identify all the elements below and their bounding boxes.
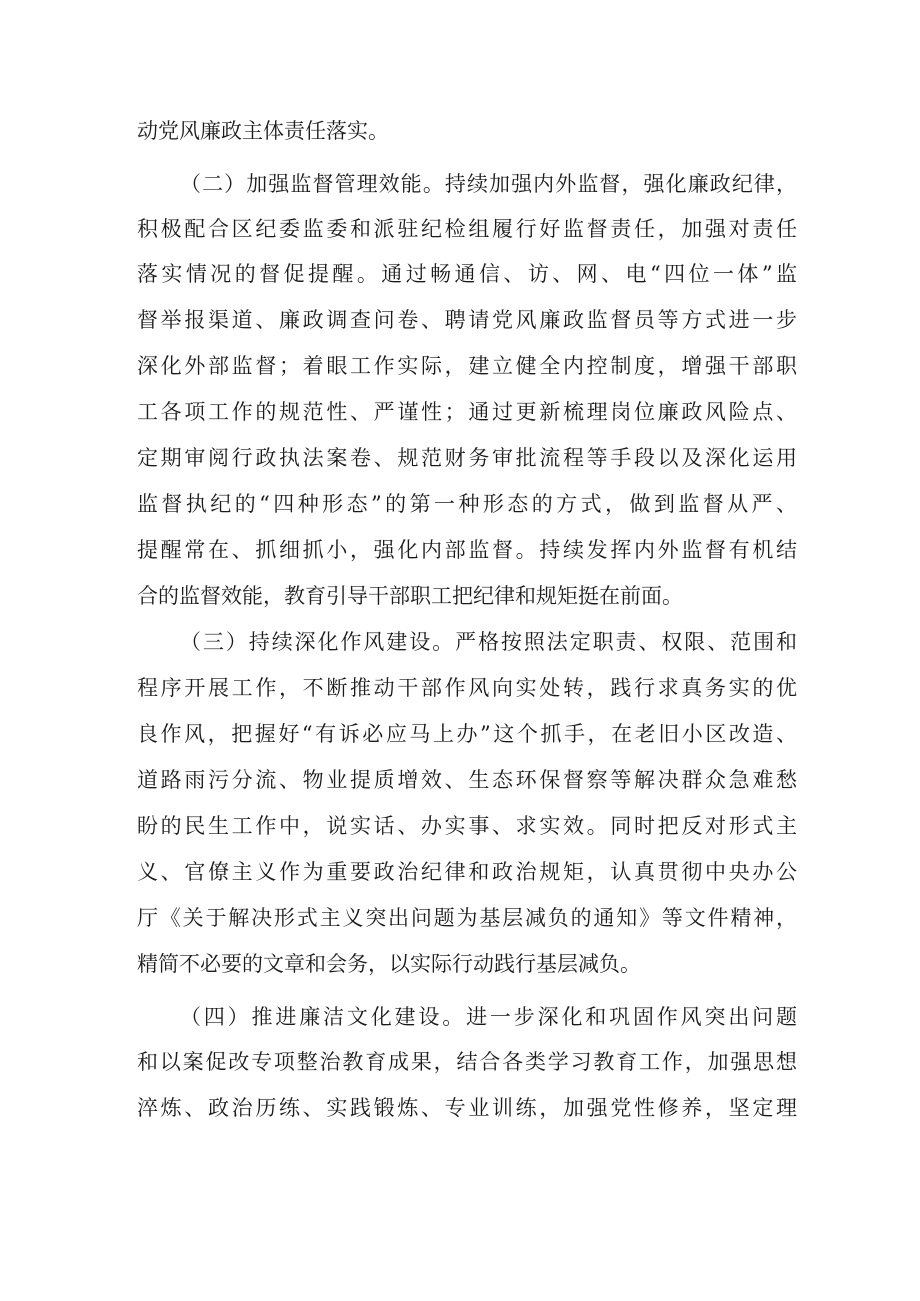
- text-line: 深化外部监督；着眼工作实际，建立健全内控制度，增强干部职: [137, 354, 797, 378]
- paragraph-heading-line: （三）持续深化作风建设。严格按照法定职责、权限、范围和: [180, 630, 797, 654]
- text-line: 工各项工作的规范性、严谨性；通过更新梳理岗位廉政风险点、: [137, 400, 797, 424]
- text-line: 和以案促改专项整治教育成果，结合各类学习教育工作，加强思想: [137, 1050, 797, 1074]
- text-line: 道路雨污分流、物业提质增效、生态环保督察等解决群众急难愁: [137, 768, 797, 792]
- text-line: 程序开展工作，不断推动干部作风向实处转，践行求真务实的优: [137, 676, 797, 700]
- text-line: 合的监督效能，教育引导干部职工把纪律和规矩挺在前面。: [137, 584, 683, 608]
- text-line: 提醒常在、抓细抓小，强化内部监督。持续发挥内外监督有机结: [137, 538, 797, 562]
- text-line: 动党风廉政主体责任落实。: [137, 119, 389, 143]
- paragraph-heading-line: （二）加强监督管理效能。持续加强内外监督，强化廉政纪律，: [180, 172, 797, 196]
- paragraph-heading-line: （四）推进廉洁文化建设。进一步深化和巩固作风突出问题: [180, 1005, 797, 1029]
- text-line: 义、官僚主义作为重要政治纪律和政治规矩，认真贯彻中央办公: [137, 860, 797, 884]
- text-line: 厅《关于解决形式主义突出问题为基层减负的通知》等文件精神，: [137, 906, 797, 930]
- text-line: 落实情况的督促提醒。通过畅通信、访、网、电“四位一体”监: [137, 262, 797, 286]
- text-line: 盼的民生工作中，说实话、办实事、求实效。同时把反对形式主: [137, 814, 797, 838]
- text-line: 淬炼、政治历练、实践锻炼、专业训练，加强党性修养，坚定理: [137, 1096, 797, 1120]
- text-line: 积极配合区纪委监委和派驻纪检组履行好监督责任，加强对责任: [137, 217, 797, 241]
- text-line: 监督执纪的“四种形态”的第一种形态的方式，做到监督从严、: [137, 492, 797, 516]
- text-line: 定期审阅行政执法案卷、规范财务审批流程等手段以及深化运用: [137, 446, 797, 470]
- text-line: 精简不必要的文章和会务，以实际行动践行基层减负。: [137, 952, 641, 976]
- text-line: 良作风，把握好“有诉必应马上办”这个抓手，在老旧小区改造、: [137, 722, 797, 746]
- text-line: 督举报渠道、廉政调查问卷、聘请党风廉政监督员等方式进一步: [137, 308, 797, 332]
